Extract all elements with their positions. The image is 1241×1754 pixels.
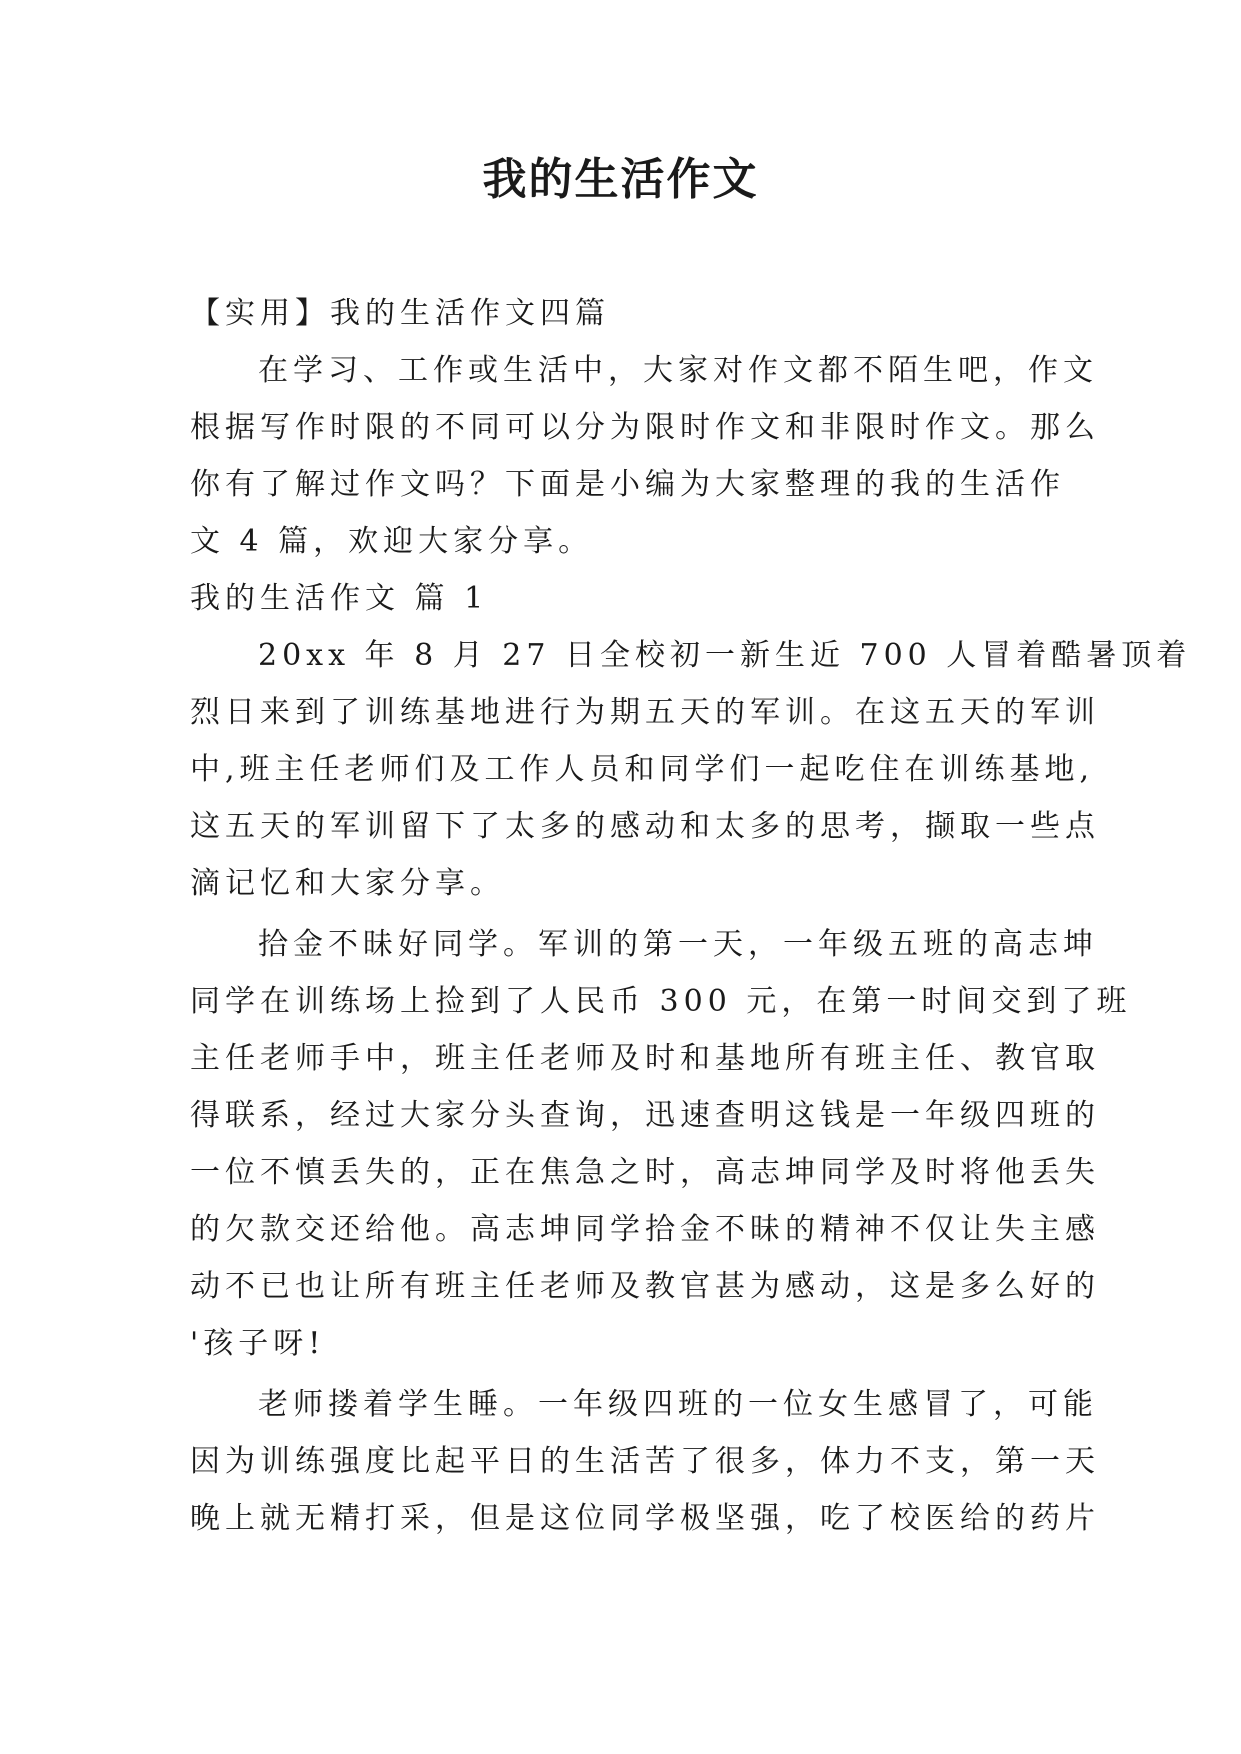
text-line: 主任老师手中，班主任老师及时和基地所有班主任、教官取 [190, 1041, 1100, 1076]
text-line: 老师搂着学生睡。一年级四班的一位女生感冒了，可能 [258, 1387, 1098, 1422]
page-title: 我的生活作文 [482, 154, 759, 205]
text-line: 烈日来到了训练基地进行为期五天的军训。在这五天的军训 [190, 695, 1100, 730]
text-line: 20xx 年 8 月 27 日全校初一新生近 700 人冒着酷暑顶着 [258, 638, 1192, 673]
text-line: 文 4 篇，欢迎大家分享。 [190, 524, 594, 559]
text-line: 动不已也让所有班主任老师及教官甚为感动，这是多么好的 [190, 1269, 1100, 1304]
document-body [190, 285, 1192, 1547]
text-line: 中,班主任老师们及工作人员和同学们一起吃住在训练基地, [190, 752, 1095, 787]
text-line: '孩子呀! [190, 1326, 326, 1361]
text-line: 的欠款交还给他。高志坤同学拾金不昧的精神不仅让失主感 [190, 1212, 1100, 1247]
text-line: 一位不慎丢失的，正在焦急之时，高志坤同学及时将他丢失 [190, 1155, 1100, 1190]
section-heading: 我的生活作文 篇 1 [190, 581, 489, 616]
text-line: 根据写作时限的不同可以分为限时作文和非限时作文。那么 [190, 410, 1100, 445]
text-line: 同学在训练场上捡到了人民币 300 元，在第一时间交到了班 [190, 984, 1132, 1019]
text-line: 这五天的军训留下了太多的感动和太多的思考，撷取一些点 [190, 809, 1100, 844]
text-line: 得联系，经过大家分头查询，迅速查明这钱是一年级四班的 [190, 1098, 1100, 1133]
text-line: 滴记忆和大家分享。 [190, 866, 505, 901]
text-line: 晚上就无精打采，但是这位同学极坚强，吃了校医给的药片 [190, 1501, 1100, 1536]
text-line: 你有了解过作文吗？下面是小编为大家整理的我的生活作 [190, 467, 1065, 502]
text-line: 因为训练强度比起平日的生活苦了很多，体力不支，第一天 [190, 1444, 1100, 1479]
text-line: 拾金不昧好同学。军训的第一天，一年级五班的高志坤 [258, 927, 1098, 962]
subtitle-line: 【实用】我的生活作文四篇 [190, 296, 610, 331]
text-line: 在学习、工作或生活中，大家对作文都不陌生吧，作文 [258, 353, 1098, 388]
